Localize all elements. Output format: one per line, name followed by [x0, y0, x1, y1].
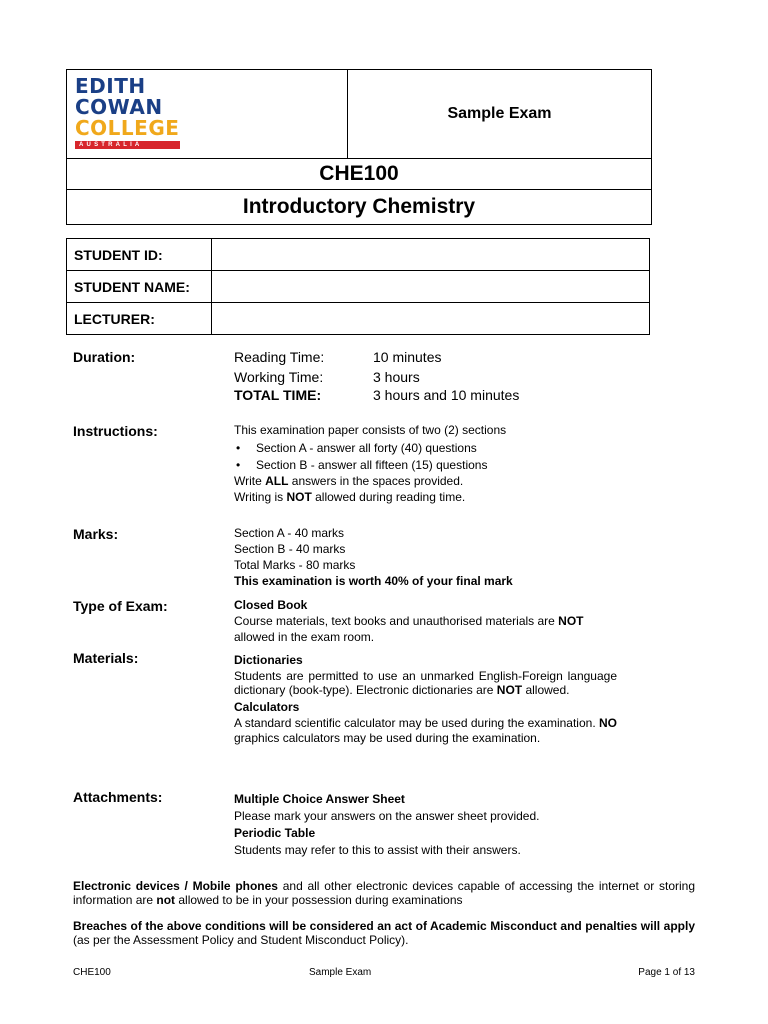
lecturer-label: LECTURER: [67, 303, 212, 335]
exam-type: Sample Exam [447, 105, 552, 122]
total-time-value: 3 hours and 10 minutes [373, 387, 520, 403]
dictionaries-text: Students are permitted to use an unmarked English-Foreign language dictionary (book-type). Electronic dictionaries are NOT allowed. [234, 668, 617, 697]
instructions-bullet: • Section A - answer all forty (40) questions [234, 440, 617, 456]
reading-time-value: 10 minutes [373, 349, 442, 365]
calculators-heading: Calculators [234, 699, 300, 714]
student-name-label: STUDENT NAME: [67, 271, 212, 303]
logo-line-2: COWAN [75, 95, 163, 119]
footer-exam-type: Sample Exam [309, 967, 372, 978]
instructions-bullet: • Section B - answer all fifteen (15) questions [234, 457, 617, 473]
logo-strip: AUSTRALIA [75, 141, 180, 149]
attachments-label: Attachments: [73, 789, 163, 805]
writing-not-allowed-line: Writing is NOT allowed during reading time. [234, 490, 466, 504]
duration-label: Duration: [73, 349, 136, 365]
periodic-table-heading: Periodic Table [234, 826, 316, 840]
marks-line: Total Marks - 80 marks [234, 558, 356, 572]
table-row [67, 303, 650, 335]
reading-time-label: Reading Time: [234, 349, 325, 365]
attachments-section [234, 791, 617, 859]
closed-book-text: Course materials, text books and unauthorised materials are NOT allowed in the exam room. [234, 614, 584, 644]
closed-book-heading: Closed Book [234, 598, 308, 612]
instructions-section [234, 422, 617, 505]
student-id-field[interactable] [212, 239, 650, 271]
course-code: CHE100 [67, 159, 651, 190]
materials-section [234, 653, 617, 745]
marks-label: Marks: [73, 526, 119, 542]
student-id-label: STUDENT ID: [67, 239, 212, 271]
materials-label: Materials: [73, 650, 139, 666]
student-info-table [66, 238, 650, 335]
marks-worth: This examination is worth 40% of your final mark [234, 574, 513, 588]
answer-sheet-heading: Multiple Choice Answer Sheet [234, 792, 405, 806]
type-of-exam-section [234, 597, 617, 645]
header-top-row [67, 70, 651, 159]
marks-line: Section A - 40 marks [234, 526, 345, 540]
dictionaries-heading: Dictionaries [234, 653, 303, 667]
course-title: Introductory Chemistry [242, 195, 476, 218]
table-row [67, 271, 650, 303]
devices-notice: Electronic devices / Mobile phones and all other electronic devices capable of accessing the internet or storing information are not allowed to be in your possession during examinations [73, 879, 695, 907]
table-row [67, 239, 650, 271]
answer-sheet-text: Please mark your answers on the answer sheet provided. [234, 809, 540, 823]
student-name-field[interactable] [212, 271, 650, 303]
exam-header-box [66, 69, 652, 225]
marks-section [234, 525, 617, 589]
instructions-intro: This examination paper consists of two (2) sections [234, 423, 507, 437]
total-time-label: TOTAL TIME: [234, 387, 322, 403]
marks-line: Section B - 40 marks [234, 542, 346, 556]
write-all-line: Write ALL answers in the spaces provided. [234, 474, 464, 488]
logo-line-3: COLLEGE [75, 116, 180, 140]
footer-course-code: CHE100 [73, 967, 111, 978]
type-of-exam-label: Type of Exam: [73, 598, 168, 614]
lecturer-field[interactable] [212, 303, 650, 335]
logo-line-1: EDITH [75, 74, 146, 98]
logo-cell [67, 70, 348, 158]
working-time-value: 3 hours [373, 369, 420, 385]
misconduct-notice: Breaches of the above conditions will be considered an act of Academic Misconduct and penalties will apply (as per the Assessment Policy and Student Misconduct Policy). [73, 919, 695, 947]
footer-page-number: Page 1 of 13 [638, 967, 695, 978]
working-time-label: Working Time: [234, 369, 324, 385]
calculators-text: A standard scientific calculator may be used during the examination. NO graphics calculators may be used during the examination. [234, 716, 617, 745]
college-logo [75, 76, 185, 149]
periodic-table-text: Students may refer to this to assist with their answers. [234, 843, 521, 857]
instructions-label: Instructions: [73, 423, 158, 439]
